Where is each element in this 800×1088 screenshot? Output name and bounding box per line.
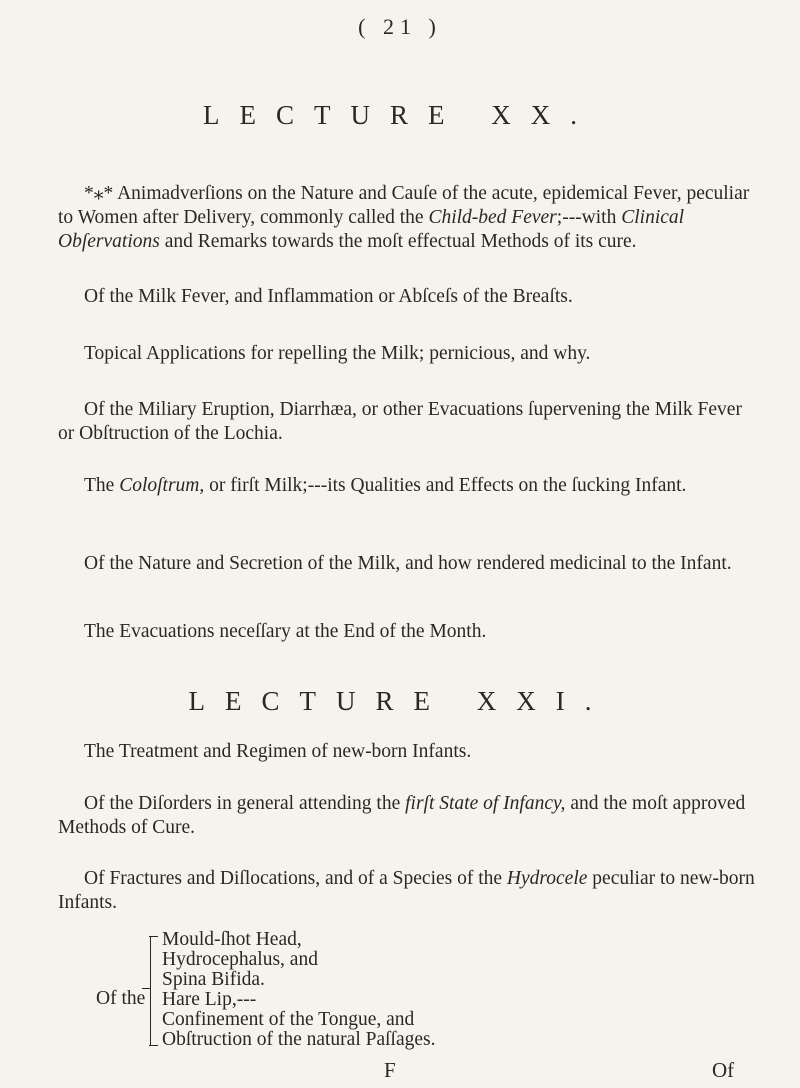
lecture-20-item-colostrum: The Coloſtrum, or firſt Milk;---its Qualities and Effects on the ſucking Infant. (84, 475, 687, 496)
intro-text-a: Animadverſions on the Nature and Cauſe of the acute, epidemical Fever, peculiar to Women after Delivery, commonly called the (58, 183, 750, 228)
asterism: *⁎* (84, 183, 114, 204)
list-lead: Of the (96, 988, 146, 1009)
lecture-20-item-milk-fever: Of the Milk Fever, and Inflammation or Abſceſs of the Breaſts. (84, 286, 573, 307)
lecture-20-item-evacuations: The Evacuations neceſſary at the End of the Month. (84, 621, 487, 642)
lecture-20-item-topical-applications: Topical Applications for repelling the Milk; pernicious, and why. (84, 343, 591, 364)
lecture-20-item-milk-secretion: Of the Nature and Secretion of the Milk, and how rendered medicinal to the Infant. (84, 553, 732, 574)
hydrocele-italic: Hydrocele (506, 868, 588, 889)
page-number: ( 21 ) (358, 14, 442, 39)
lecture-20-heading: LECTURE XX. (203, 100, 597, 130)
intro-text-c: and Remarks towards the moſt effectual Methods of its cure. (159, 231, 637, 252)
lecture-21-item-treatment: The Treatment and Regimen of new-born Infants. (84, 741, 472, 762)
list-item: Spina Bifida. (162, 969, 265, 990)
colostrum-italic: Coloſtrum, (119, 475, 205, 496)
lecture-20-item-miliary-eruption: Of the Miliary Eruption, Diarrhæa, or other Evacuations ſupervening the Milk Fever or Obſtruction of the Lochia. (58, 399, 742, 444)
lecture-21-heading: LECTURE XXI. (188, 686, 612, 716)
list-item: Hare Lip,--- (162, 989, 257, 1010)
lecture-21-item-disorders: Of the Diſorders in general attending the firſt State of Infancy, and the moſt approved Methods of Cure. (58, 793, 746, 838)
list-item: Obſtruction of the natural Paſſages. (162, 1029, 436, 1050)
list-item: Mould-ſhot Head, (162, 929, 302, 950)
list-item: Hydrocephalus, and (162, 949, 318, 970)
catchword: Of (712, 1058, 735, 1082)
condition-list (162, 930, 435, 1050)
list-item: Confinement of the Tongue, and (162, 1009, 415, 1030)
signature-mark: F (384, 1058, 396, 1082)
intro-text-b: ;---with (556, 207, 622, 228)
intro-italic-clinical-observations: Clinical Obſervations (58, 207, 685, 252)
first-state-of-infancy-italic: firſt State of Infancy, (405, 793, 566, 814)
intro-italic-child-bed-fever: Child-bed Fever (428, 207, 557, 228)
lecture-20-intro (58, 182, 763, 254)
bracketed-list (96, 930, 696, 1070)
lecture-21-item-fractures: Of Fractures and Diſlocations, and of a Species of the Hydrocele peculiar to new-born Infants. (58, 868, 755, 913)
curly-brace-point (142, 988, 151, 989)
curly-brace (150, 936, 159, 1046)
